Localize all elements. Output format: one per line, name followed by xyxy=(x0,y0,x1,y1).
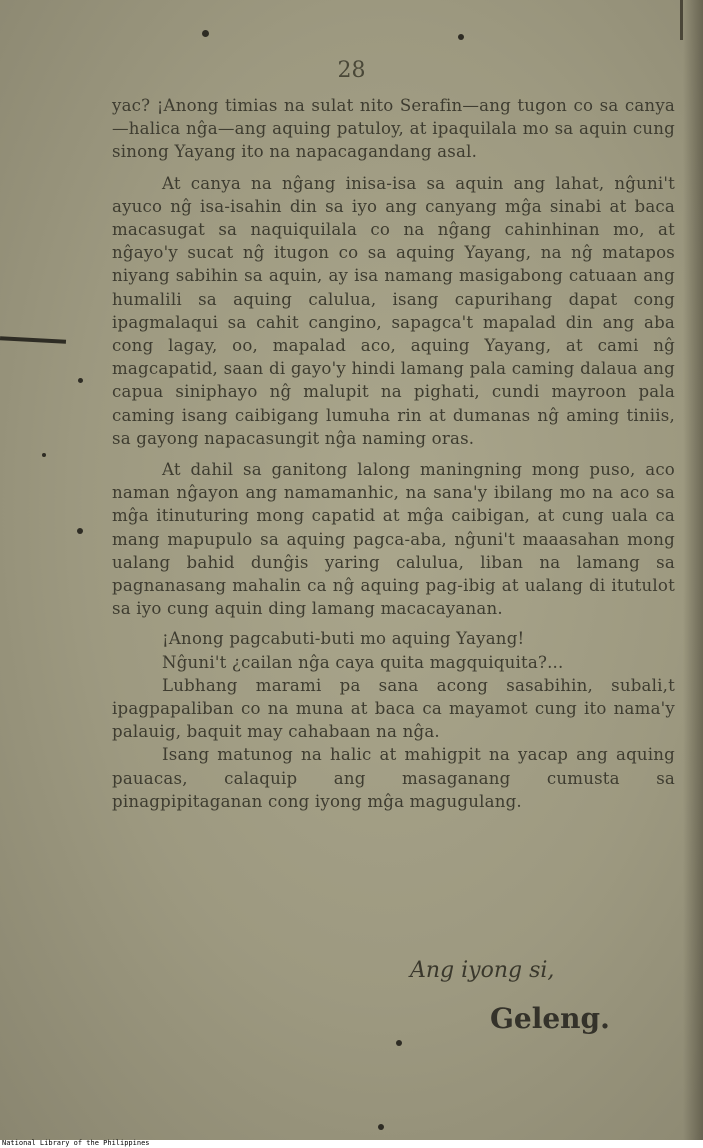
page-edge-shadow xyxy=(683,0,703,1140)
letter-signature: Geleng. xyxy=(490,1002,610,1035)
page-speck xyxy=(42,453,46,457)
library-credit: National Library of the Philippines xyxy=(2,1139,150,1147)
page-speck xyxy=(77,528,83,534)
paragraph: yac? ¡Anong timias na sulat nito Serafin—ang tugon co sa canya—halica nĝa—ang aquing patuloy, at ipaquilala mo sa aquin cung sinong Yayang ito na napacagandang asal. xyxy=(112,96,675,162)
paragraph: Isang matunog na halic at mahigpit na yacap ang aquing pauacas, calaquip ang masaganang cumusta sa pinagpipitaganan cong iyong mĝa magugulang. xyxy=(112,745,675,811)
margin-mark xyxy=(0,336,66,343)
page-speck xyxy=(458,34,464,40)
page-edge-mark xyxy=(680,0,683,40)
page-speck xyxy=(396,1040,402,1046)
page-speck xyxy=(78,378,83,383)
paragraph: Nĝuni't ¿cailan nĝa caya quita magquiquita?... xyxy=(162,652,564,672)
page-speck xyxy=(202,30,209,37)
letter-closing: Ang iyong si, xyxy=(410,958,555,983)
letter-body xyxy=(112,94,675,813)
paragraph: ¡Anong pagcabuti-buti mo aquing Yayang! xyxy=(162,629,525,649)
page-number: 28 xyxy=(337,58,366,83)
paragraph: At dahil sa ganitong lalong maningning mong puso, aco naman nĝayon ang namamanhic, na sana'y ibilang mo na aco sa mĝa itinuturing mong capatid at mĝa caibigan, at cung uala ca mang mapupulo sa aquing pagca-aba, nĝuni't maaasahan mong ualang bahid dunĝis yaring calulua, liban na lamang sa pagnanasang mahalin ca nĝ aquing pag-ibig at ualang di itutulot sa iyo cung aquin ding lamang macacayanan. xyxy=(112,460,675,619)
page-speck xyxy=(378,1124,384,1130)
paragraph: Lubhang marami pa sana acong sasabihin, subali,t ipagpapaliban co na muna at baca ca mayamot cung ito nama'y palauig, baquit may cahabaan na nĝa. xyxy=(112,675,675,742)
paragraph: At canya na nĝang inisa-isa sa aquin ang lahat, nĝuni't ayuco nĝ isa-isahin din sa iyo ang canyang mĝa sinabi at baca macasugat sa naquiquilala co na nĝang cahinhinan mo, at nĝayo'y sucat nĝ itugon co sa aquing Yayang, na nĝ matapos niyang sabihin sa aquin, ay isa namang masigabong catuaan ang humalili sa aquing calulua, isang capurihang dapat cong ipagmalaqui sa cahit cangino, sapagca't mapalad din ang aba cong lagay, oo, mapalad aco, aquing Yayang, at cami nĝ magcapatid, saan di gayo'y hindi lamang pala caming dalaua ang capua siniphayo nĝ malupit na pighati, cundi mayroon pala caming isang caibigang lumuha rin at dumanas nĝ aming tiniis, sa gayong napacasungit nĝa naming oras. xyxy=(112,173,675,448)
